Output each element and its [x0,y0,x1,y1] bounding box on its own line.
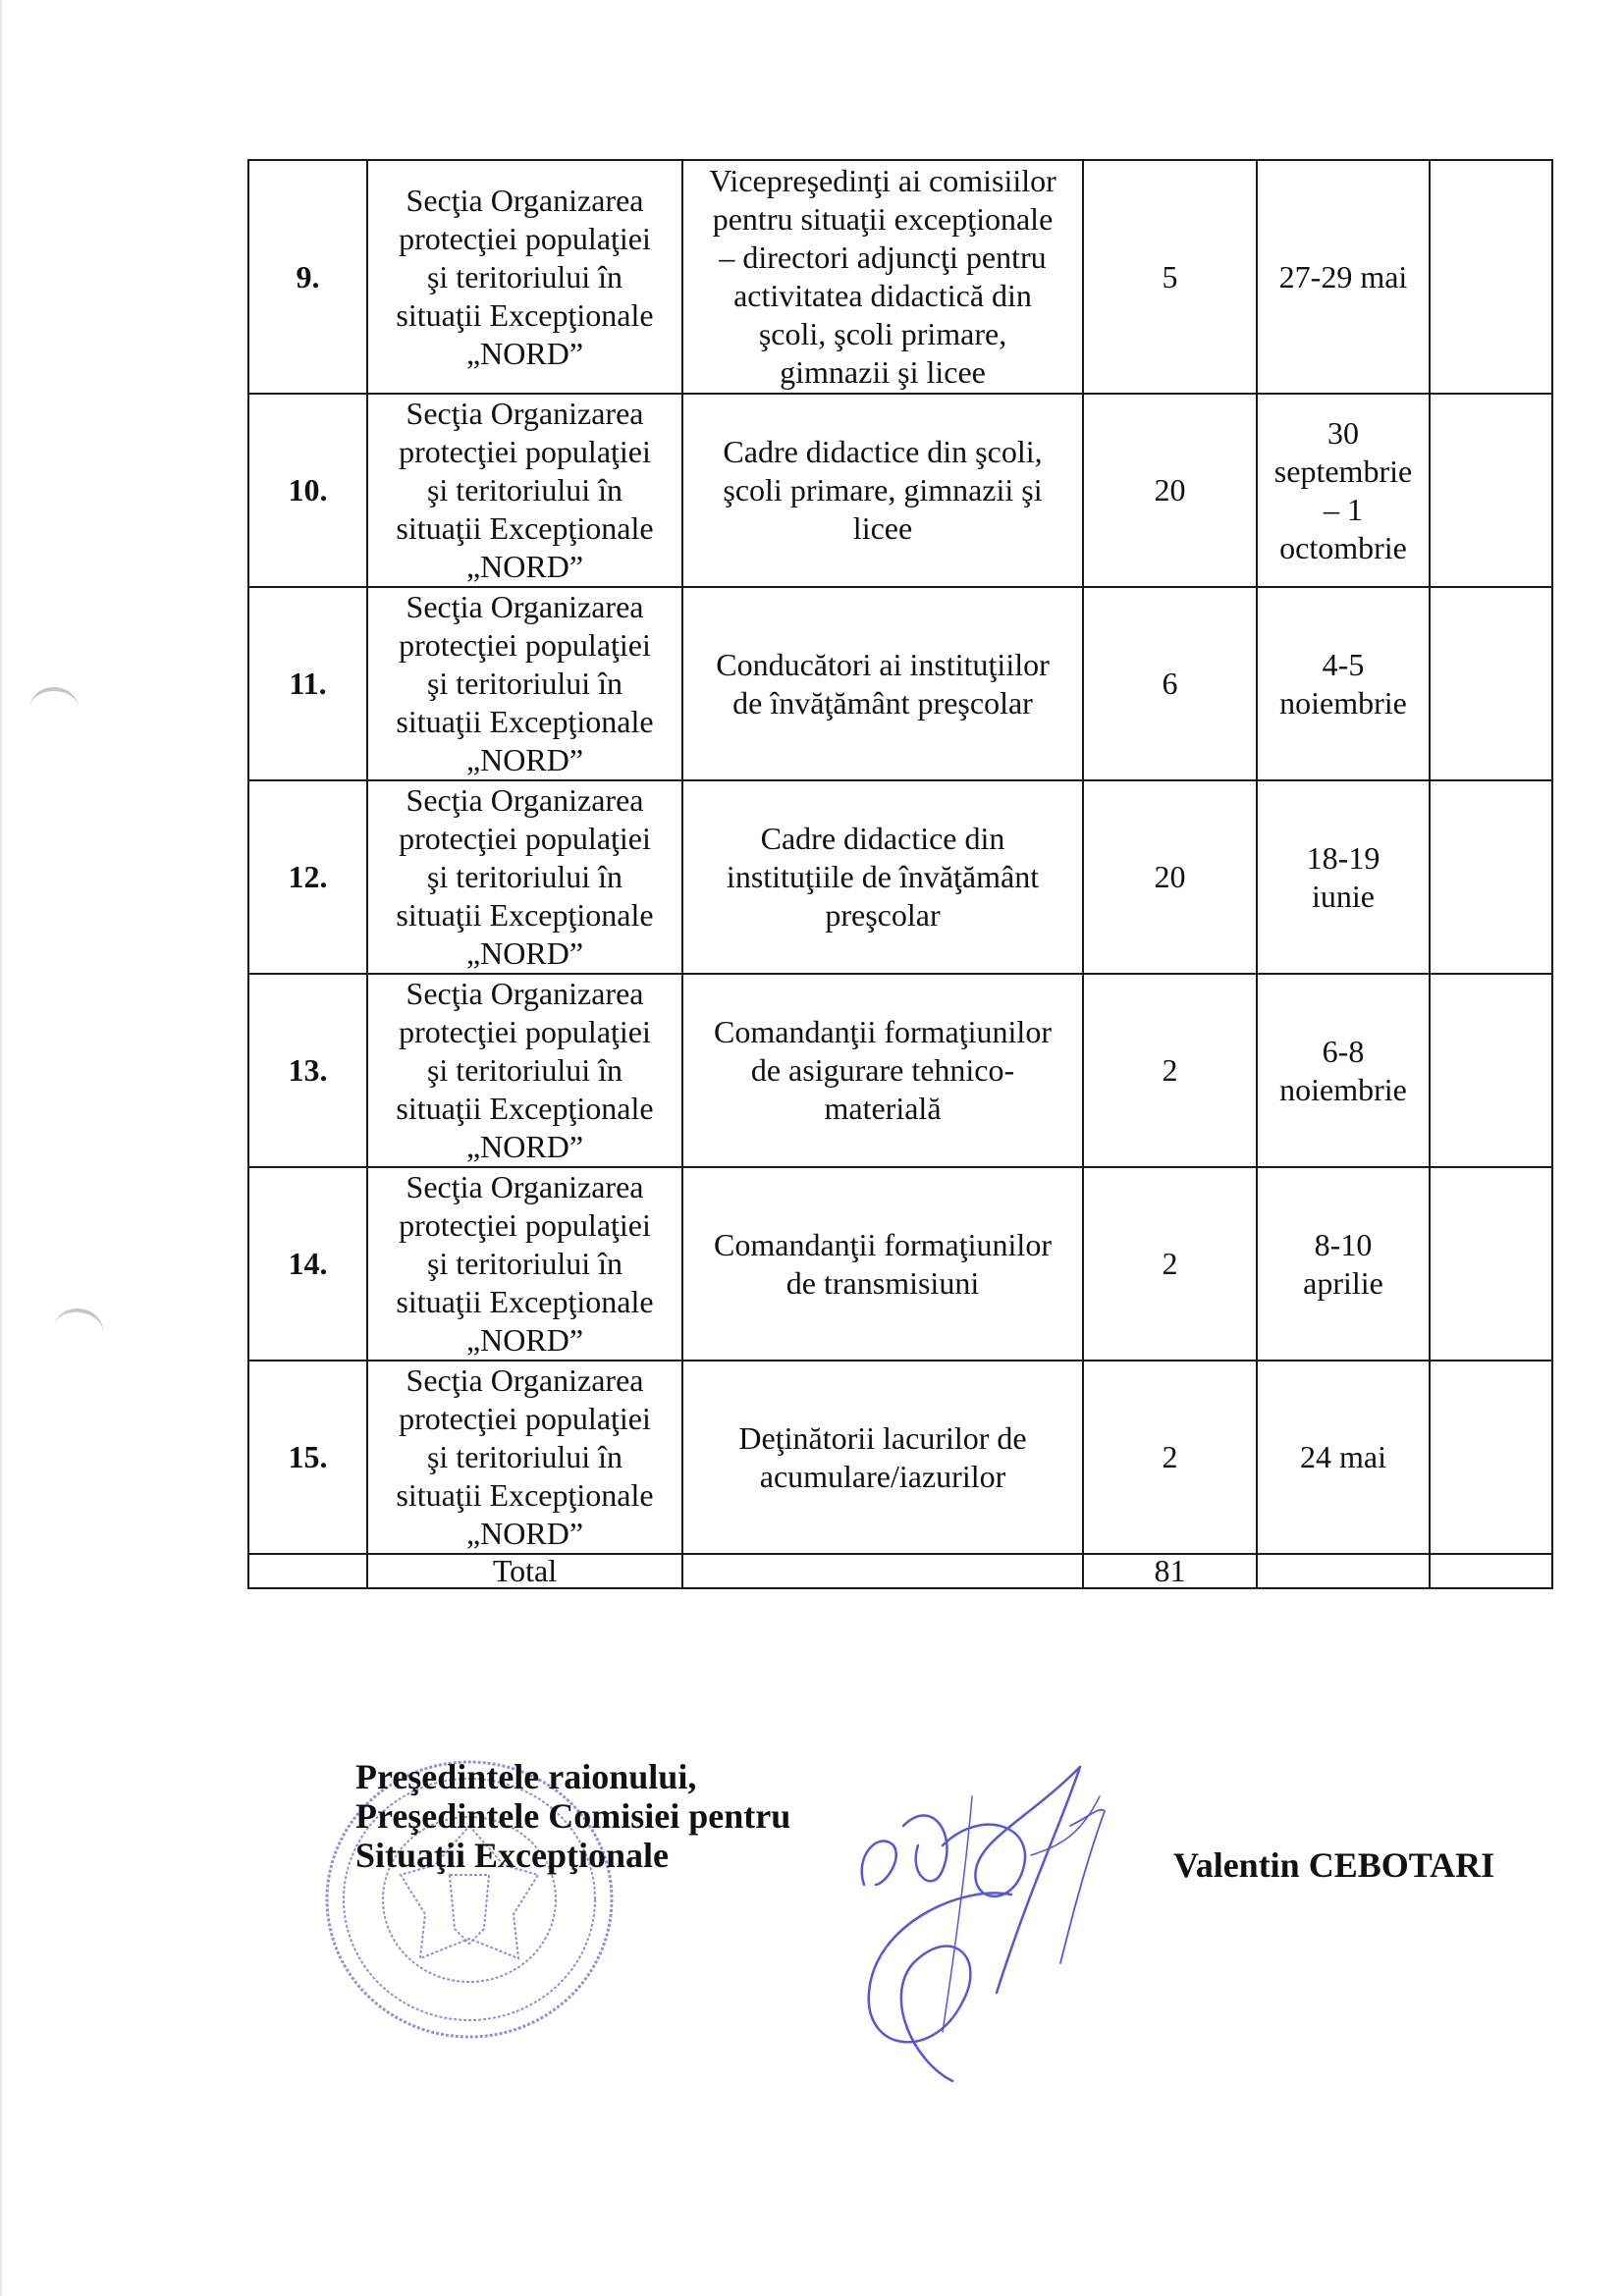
period [1257,780,1430,974]
organizing-unit [367,780,682,974]
note-cell [1430,1361,1552,1554]
unit-line: „NORD” [465,1322,584,1358]
participants-line: gimnazii şi licee [780,354,986,390]
unit-line: protecţiei populaţiei [399,1014,651,1049]
participants-line: Deţinătorii lacurilor de [738,1419,1027,1456]
note-cell [1430,160,1552,394]
empty-cell [1430,1554,1552,1588]
unit-line: şi teritoriului în [426,258,623,294]
note-cell [1430,587,1552,780]
signatory-title-line: Preşedintele raionului, [355,1757,697,1796]
participants-line: Cadre didactice din şcoli, [723,434,1043,469]
participant-count: 6 [1083,587,1257,780]
signatory-title [355,1757,790,1875]
organizing-unit [367,160,682,394]
period-line: 30 [1327,414,1359,451]
unit-line: protecţiei populaţiei [399,434,651,469]
participant-count: 20 [1083,394,1257,587]
note-cell [1430,1167,1552,1361]
row-number: 10. [248,394,367,587]
period [1257,1361,1430,1554]
unit-line: Secţia Organizarea [406,782,644,818]
table-row [248,1361,1552,1554]
participants-line: de asigurare tehnico- [750,1052,1015,1088]
row-number: 13. [248,974,367,1167]
unit-line: şi teritoriului în [426,472,623,507]
participants-line: de învăţământ preşcolar [732,684,1033,721]
note-cell [1430,780,1552,974]
period-line: noiembrie [1279,684,1407,721]
unit-line: protecţiei populaţiei [399,821,651,856]
unit-line: protecţiei populaţiei [399,1401,651,1436]
unit-line: „NORD” [465,549,584,584]
participants-line: activitatea didactică din [733,278,1032,313]
period-line: 18-19 [1306,839,1380,876]
signatory-title-line: Preşedintele Comisiei pentru [355,1796,791,1836]
empty-cell [248,1554,367,1588]
unit-line: „NORD” [465,742,584,777]
participants-line: Cadre didactice din [760,821,1005,856]
unit-line: „NORD” [465,1516,584,1551]
signer-name: Valentin CEBOTARI [1173,1845,1495,1885]
row-number: 9. [248,160,367,394]
table-row [248,974,1552,1167]
punch-hole-mark [51,1305,107,1356]
note-cell [1430,394,1552,587]
period-line: – 1 [1324,491,1363,527]
participants [682,394,1083,587]
participants [682,1361,1083,1554]
empty-cell [682,1554,1083,1588]
participant-count: 2 [1083,974,1257,1167]
period-line: 6-8 [1322,1033,1365,1069]
unit-line: Secţia Organizarea [406,1169,644,1204]
period-line: octombrie [1279,529,1407,565]
unit-line: „NORD” [465,335,584,371]
table-row [248,587,1552,780]
unit-line: Secţia Organizarea [406,976,644,1011]
participants-line: preşcolar [825,897,941,933]
unit-line: Secţia Organizarea [406,1362,644,1398]
organizing-unit [367,974,682,1167]
training-plan-table [247,159,1553,1589]
organizing-unit [367,1167,682,1361]
handwritten-signature [785,1737,1139,2091]
unit-line: situaţii Excepţionale [396,1091,654,1126]
participants-line: Comandanţii formaţiunilor [714,1014,1052,1049]
participants-line: – directori adjuncţi pentru [719,240,1047,275]
row-number: 14. [248,1167,367,1361]
organizing-unit [367,394,682,587]
participant-count: 20 [1083,780,1257,974]
participants-line: Comandanţii formaţiunilor [714,1226,1052,1262]
participants-line: şcoli, şcoli primare, [758,316,1007,351]
page-edge [0,0,2,2296]
unit-line: situaţii Excepţionale [396,704,654,739]
table-row [248,780,1552,974]
period [1257,394,1430,587]
total-count: 81 [1083,1554,1257,1588]
unit-line: protecţiei populaţiei [399,627,651,663]
participants-line: materială [824,1091,942,1126]
empty-cell [1257,1554,1430,1588]
participants-line: de transmisiuni [785,1264,980,1301]
unit-line: Secţia Organizarea [406,396,644,431]
participants-line: şcoli primare, gimnazii şi [723,472,1043,507]
unit-line: şi teritoriului în [426,666,623,701]
period-line: septembrie [1273,453,1413,489]
unit-line: „NORD” [465,935,584,971]
note-cell [1430,974,1552,1167]
participants-line: acumulare/iazurilor [759,1458,1006,1494]
punch-hole-mark [29,687,79,730]
unit-line: şi teritoriului în [426,1052,623,1088]
participants [682,974,1083,1167]
participants-line: pentru situaţii excepţionale [712,201,1054,237]
unit-line: situaţii Excepţionale [396,897,654,933]
participants [682,1167,1083,1361]
unit-line: protecţiei populaţiei [399,220,651,256]
period [1257,974,1430,1167]
unit-line: situaţii Excepţionale [396,296,654,333]
unit-line: şi teritoriului în [426,1246,623,1281]
total-row [248,1554,1552,1588]
row-number: 11. [248,587,367,780]
signatory-title-line: Situaţii Excepţionale [355,1836,670,1875]
unit-line: situaţii Excepţionale [396,1284,654,1319]
unit-line: situaţii Excepţionale [396,510,654,546]
unit-line: şi teritoriului în [426,1439,623,1474]
period-line: 4-5 [1322,646,1365,682]
participants-line: instituţiile de învăţământ [726,859,1040,894]
participant-count: 2 [1083,1167,1257,1361]
period-line: 24 mai [1300,1439,1386,1474]
period [1257,160,1430,394]
unit-line: şi teritoriului în [426,859,623,894]
participants [682,780,1083,974]
unit-line: Secţia Organizarea [406,589,644,624]
unit-line: situaţii Excepţionale [396,1477,654,1513]
participants [682,587,1083,780]
organizing-unit [367,1361,682,1554]
unit-line: protecţiei populaţiei [399,1207,651,1243]
period [1257,587,1430,780]
participants [682,160,1083,394]
period [1257,1167,1430,1361]
total-label: Total [367,1554,682,1588]
participant-count: 5 [1083,160,1257,394]
table-row [248,1167,1552,1361]
unit-line: „NORD” [465,1129,584,1164]
participants-line: licee [852,510,913,546]
participants-line: Vicepreşedinţi ai comisiilor [709,163,1056,198]
row-number: 15. [248,1361,367,1554]
participants-line: Conducători ai instituţiilor [716,646,1050,682]
participant-count: 2 [1083,1361,1257,1554]
unit-line: Secţia Organizarea [406,182,644,218]
table-row [248,160,1552,394]
table-row [248,394,1552,587]
organizing-unit [367,587,682,780]
period-line: aprilie [1303,1264,1383,1301]
period-line: noiembrie [1279,1071,1407,1107]
row-number: 12. [248,780,367,974]
period-line: 27-29 mai [1278,258,1408,294]
period-line: 8-10 [1314,1226,1373,1262]
period-line: iunie [1312,878,1375,914]
